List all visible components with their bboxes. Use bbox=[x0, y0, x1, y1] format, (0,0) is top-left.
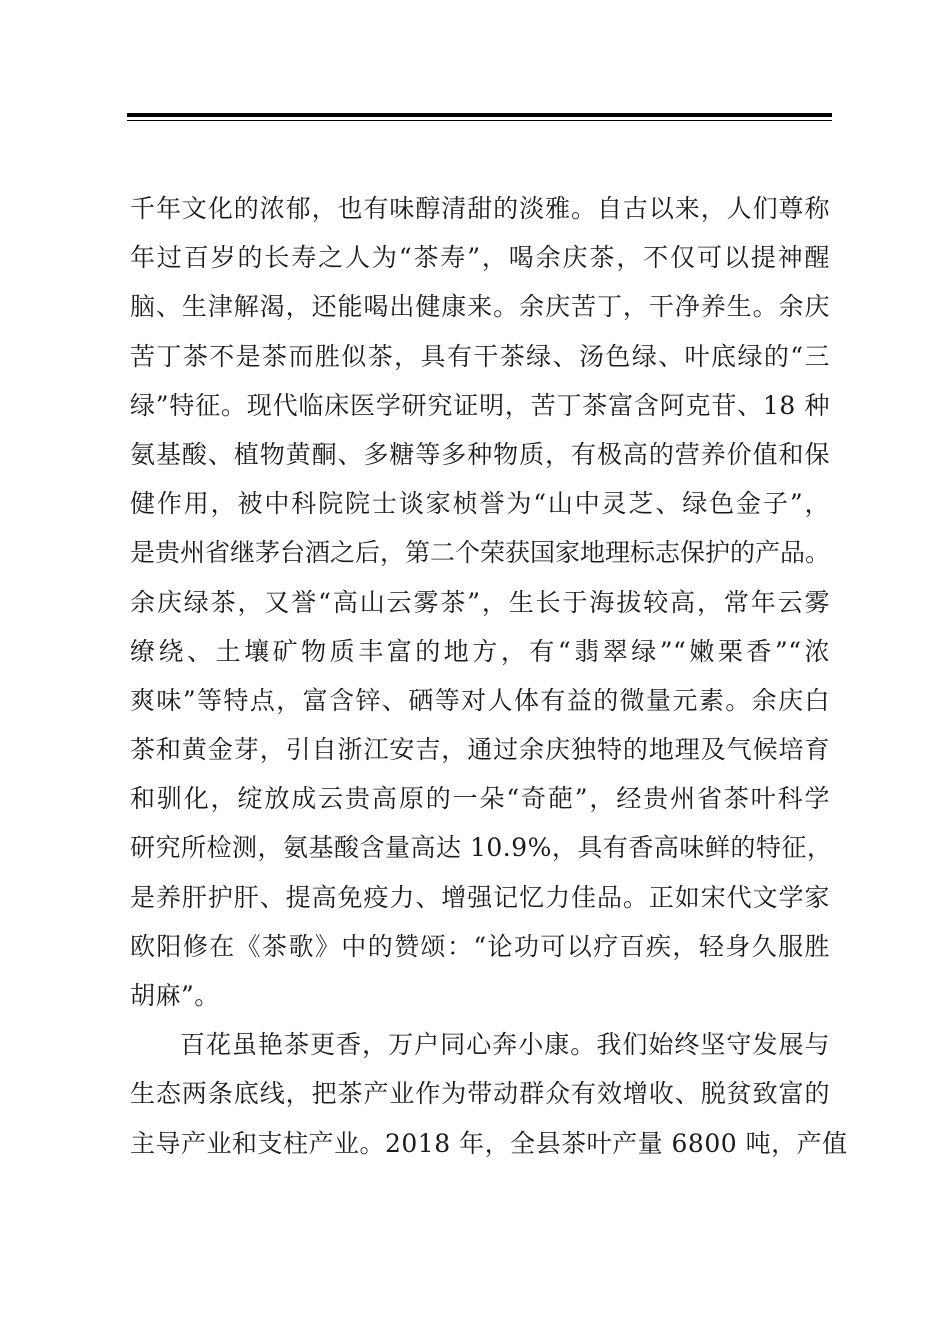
text-line: 脑、生津解渴，还能喝出健康来。余庆苦丁，干净养生。余庆 bbox=[130, 292, 830, 322]
text-line: 绿”特征。现代临床医学研究证明，苦丁茶富含阿克苷、18 种 bbox=[130, 390, 830, 420]
text-line: 欧阳修在《茶歌》中的赞颂：“论功可以疗百疾，轻身久服胜 bbox=[130, 931, 830, 961]
text-line: 是养肝护肝、提高免疫力、增强记忆力佳品。正如宋代文学家 bbox=[130, 882, 830, 912]
text-line: 研究所检测，氨基酸含量高达 10.9%，具有香高味鲜的特征， bbox=[130, 833, 833, 863]
text-line: 茶和黄金芽，引自浙江安吉，通过余庆独特的地理及气候培育 bbox=[130, 735, 830, 765]
text-line: 健作用，被中科院院士谈家桢誉为“山中灵芝、绿色金子”， bbox=[130, 489, 830, 519]
text-line: 缭绕、土壤矿物质丰富的地方，有“翡翠绿”“嫩栗香”“浓 bbox=[130, 636, 830, 666]
text-line: 生态两条底线，把茶产业作为带动群众有效增收、脱贫致富的 bbox=[130, 1079, 830, 1109]
text-line: 主导产业和支柱产业。2018 年，全县茶叶产量 6800 吨，产值 bbox=[130, 1128, 848, 1158]
text-line: 和驯化，绽放成云贵高原的一朵“奇葩”，经贵州省茶叶科学 bbox=[130, 784, 830, 814]
header-rule-thick bbox=[127, 113, 832, 117]
text-line: 年过百岁的长寿之人为“茶寿”，喝余庆茶，不仅可以提神醒 bbox=[130, 243, 830, 273]
body-text bbox=[130, 184, 848, 1168]
text-line: 千年文化的浓郁，也有味醇清甜的淡雅。自古以来，人们尊称 bbox=[130, 194, 830, 223]
text-line: 余庆绿茶，又誉“高山云雾茶”，生长于海拔较高，常年云雾 bbox=[130, 587, 830, 617]
text-line: 胡麻”。 bbox=[130, 981, 220, 1010]
header-rule-thin bbox=[127, 120, 832, 121]
text-line: 苦丁茶不是茶而胜似茶，具有干茶绿、汤色绿、叶底绿的“三 bbox=[130, 341, 830, 371]
text-line-indented: 百花虽艳茶更香，万户同心奔小康。我们始终坚守发展与 bbox=[180, 1030, 830, 1060]
text-line: 爽味”等特点，富含锌、硒等对人体有益的微量元素。余庆白 bbox=[130, 685, 830, 715]
text-line: 是贵州省继茅台酒之后，第二个荣获国家地理标志保护的产品。 bbox=[130, 538, 831, 568]
text-line: 氨基酸、植物黄酮、多糖等多种物质，有极高的营养价值和保 bbox=[130, 439, 830, 469]
